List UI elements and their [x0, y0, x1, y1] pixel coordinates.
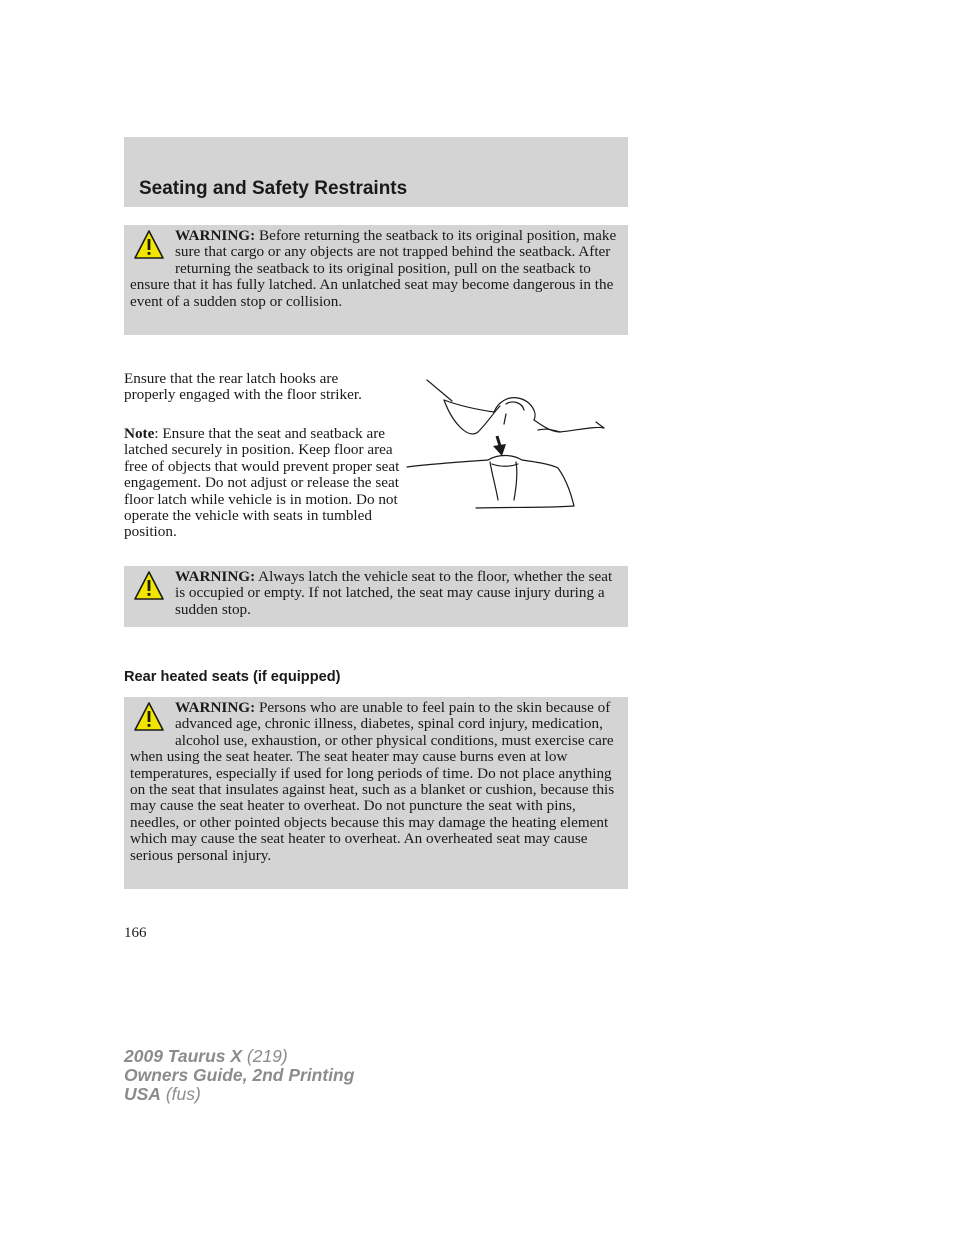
- note-text: : Ensure that the seat and seatback are latched securely in position. Keep floor area free of objects that would prevent proper seat engagement. Do not adjust or release the seat floor latch while vehicle is in motion. Do not operate the vehicle with seats in tumbled position.: [124, 425, 400, 541]
- warning-text: Persons who are unable to feel pain to the skin because of advanced age, chronic illness, diabetes, spinal cord injury, medication, alcohol use, exhaustion, or other physical conditions, must exercise care when using the seat heater. The seat heater may cause burns even at low temperatures, especially if used for long periods of time. Do not place anything on the seat that insulates against heat, such as a blanket or cushion, because this may cause the seat heater to overheat. Do not puncture the seat with pins, needles, or other pointed objects because this may damage the heating element which may cause the seat heater to overheat. An overheated seat may cause serious personal injury.: [130, 699, 615, 864]
- footer-line-model: 2009 Taurus X (219): [124, 1046, 288, 1066]
- warning-label: WARNING:: [175, 227, 256, 244]
- page-number: 166: [124, 925, 147, 941]
- section-title: Seating and Safety Restraints: [139, 178, 408, 199]
- warning-triangle-icon: [133, 570, 165, 602]
- warning-box-floor-latch: [124, 566, 628, 627]
- section-header-band: [124, 137, 628, 207]
- footer-line-printing: Owners Guide, 2nd Printing: [124, 1065, 355, 1085]
- warning-label: WARNING:: [175, 699, 256, 716]
- warning-text: Before returning the seatback to its original position, make sure that cargo or any objects are not trapped behind the seatback. After returning the seatback to its original position, pull on the seatback to ensure that it has fully latched. An unlatched seat may become dangerous in the event of a sudden stop or collision.: [130, 227, 617, 310]
- seat-latch-illustration: [400, 374, 615, 514]
- warning-text: Always latch the vehicle seat to the floor, whether the seat is occupied or empty. If not latched, the seat may cause injury during a sudden stop.: [175, 568, 613, 618]
- footer-line-market: USA (fus): [124, 1084, 201, 1104]
- latch-note: [124, 426, 419, 541]
- note-label: Note: [124, 425, 155, 442]
- warning-box-seat-heater: [124, 697, 628, 889]
- latch-paragraph: Ensure that the rear latch hooks are properly engaged with the floor striker.: [124, 370, 362, 404]
- warning-triangle-icon: [133, 229, 165, 261]
- warning-box-seatback: [124, 225, 628, 335]
- subheading-rear-heated-seats: Rear heated seats (if equipped): [124, 669, 341, 685]
- footer-edition: [124, 1047, 354, 1104]
- warning-label: WARNING:: [175, 568, 256, 585]
- warning-triangle-icon: [133, 701, 165, 733]
